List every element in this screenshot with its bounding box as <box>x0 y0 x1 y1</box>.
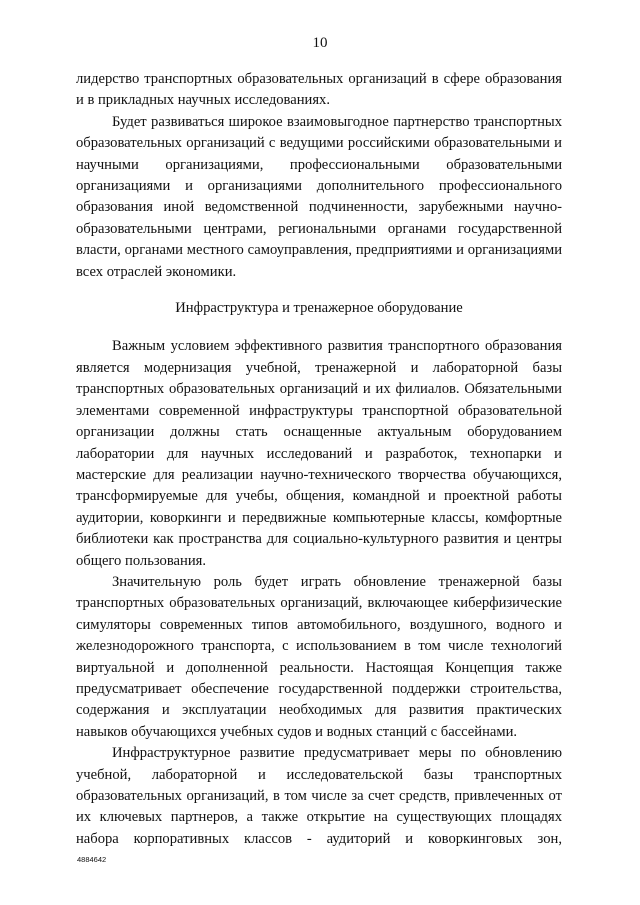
paragraph-infrastructure: Важным условием эффективного развития транспортного образования является модернизация учебной, тренажерной и лабораторной базы транспортных образовательных организаций и их филиалов. Обязательными элементами современной инфраструктуры транспортной образовательной организации должны стать оснащенные актуальным оборудованием лаборатории для научных исследований и разработок, технопарки и мастерские для реализации научно-технического творчества обучающихся, трансформируемые для учебы, общения, командной и проектной работы аудитории, коворкинги и передвижные компьютерные классы, комфортные библиотеки как пространства для социально-культурного развития и центры общего пользования. <box>76 338 562 569</box>
document-code: 4884642 <box>77 855 107 864</box>
paragraph-simulators: Значительную роль будет играть обновление тренажерной базы транспортных образовательных организаций, включающее киберфизические симуляторы современных типов автомобильного, воздушного, водного и железнодорожного транспорта, с использованием в том числе технологий виртуальной и дополненной реальности. Настоящая Концепция также предусматривает обеспечение государственной поддержки строительства, содержания и эксплуатации необходимых для развития практических навыков обучающихся учебных судов и водных станций с бассейнами. <box>76 573 562 740</box>
paragraph-development: Инфраструктурное развитие предусматривает меры по обновлению учебной, лабораторной и исследовательской базы транспортных образовательных организаций, в том числе за счет средств, привлеченных от их ключевых партнеров, а также открытие на существующих площадях набора корпоративных классов - аудиторий и коворкинговых зон, <box>76 745 562 847</box>
document-body <box>76 69 562 850</box>
section-heading: Инфраструктура и тренажерное оборудование <box>175 300 463 317</box>
paragraph-partnership: Будет развиваться широкое взаимовыгодное партнерство транспортных образовательных организаций с ведущими российскими образовательными и научными организациями, профессиональными образовательными организациями и организациями дополнительного профессионального образования иной ведомственной подчиненности, зарубежными научно-образовательными центрами, региональными органами государственной власти, органами местного самоуправления, предприятиями и организациями всех отраслей экономики. <box>76 113 562 280</box>
paragraph-continuation: лидерство транспортных образовательных организаций в сфере образования и в прикладных научных исследованиях. <box>76 71 562 109</box>
page-number: 10 <box>312 35 328 51</box>
